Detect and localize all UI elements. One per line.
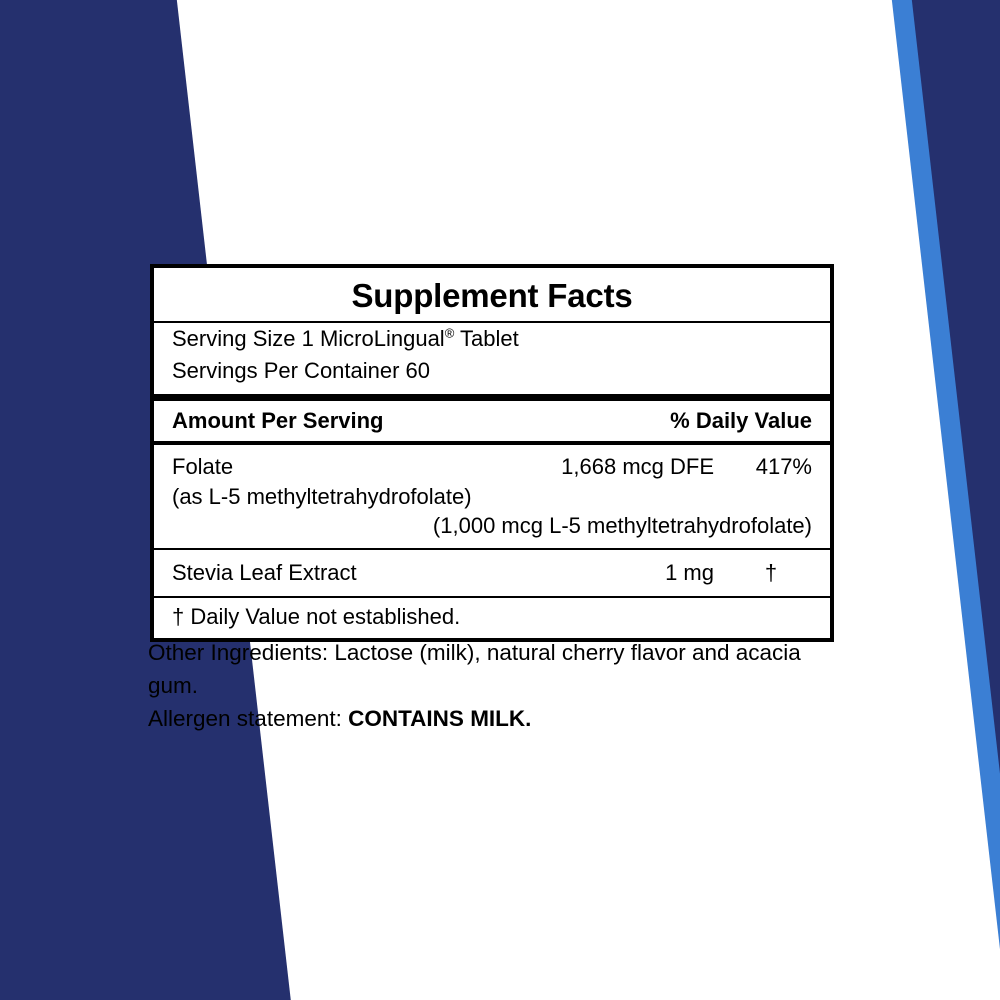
serving-size-line [172,323,812,354]
nutrient-daily-value: † [764,560,778,586]
panel-title: Supplement Facts [351,277,633,314]
daily-value-footnote: † Daily Value not established. [172,604,461,630]
nutrient-name: Stevia Leaf Extract [172,560,357,586]
nutrient-amount: 1 mg [665,560,714,586]
other-ingredients-text: Other Ingredients: Lactose (milk), natural cherry flavor and acacia gum. [148,640,801,699]
daily-value-header: % Daily Value [670,407,812,433]
table-row [154,550,830,596]
allergen-statement [148,702,848,735]
amount-per-serving-header: Amount Per Serving [172,407,384,433]
supplement-facts-panel [150,264,834,642]
nutrient-name: Folate [172,453,234,479]
below-panel-text [148,636,848,735]
nutrient-source-note: (as L-5 methyltetrahydrofolate) [172,483,472,509]
servings-per-container-line: Servings Per Container 60 [172,357,431,383]
allergen-value: CONTAINS MILK. [348,706,532,732]
table-row [154,445,830,482]
divider-above-header [154,394,830,401]
registered-trademark-icon: ® [444,325,455,341]
serving-info [154,323,830,393]
nutrient-amount: 1,668 mcg DFE [561,453,714,479]
table-header-row [154,401,830,441]
nutrient-daily-value: 417% [755,453,812,479]
allergen-label: Allergen statement: [148,706,349,732]
nutrient-source-amount-note: (1,000 mcg L-5 methyltetrahydrofolate) [432,513,812,539]
serving-size-tail: Tablet [454,326,519,352]
serving-size-text: Serving Size 1 MicroLingual [172,326,445,352]
